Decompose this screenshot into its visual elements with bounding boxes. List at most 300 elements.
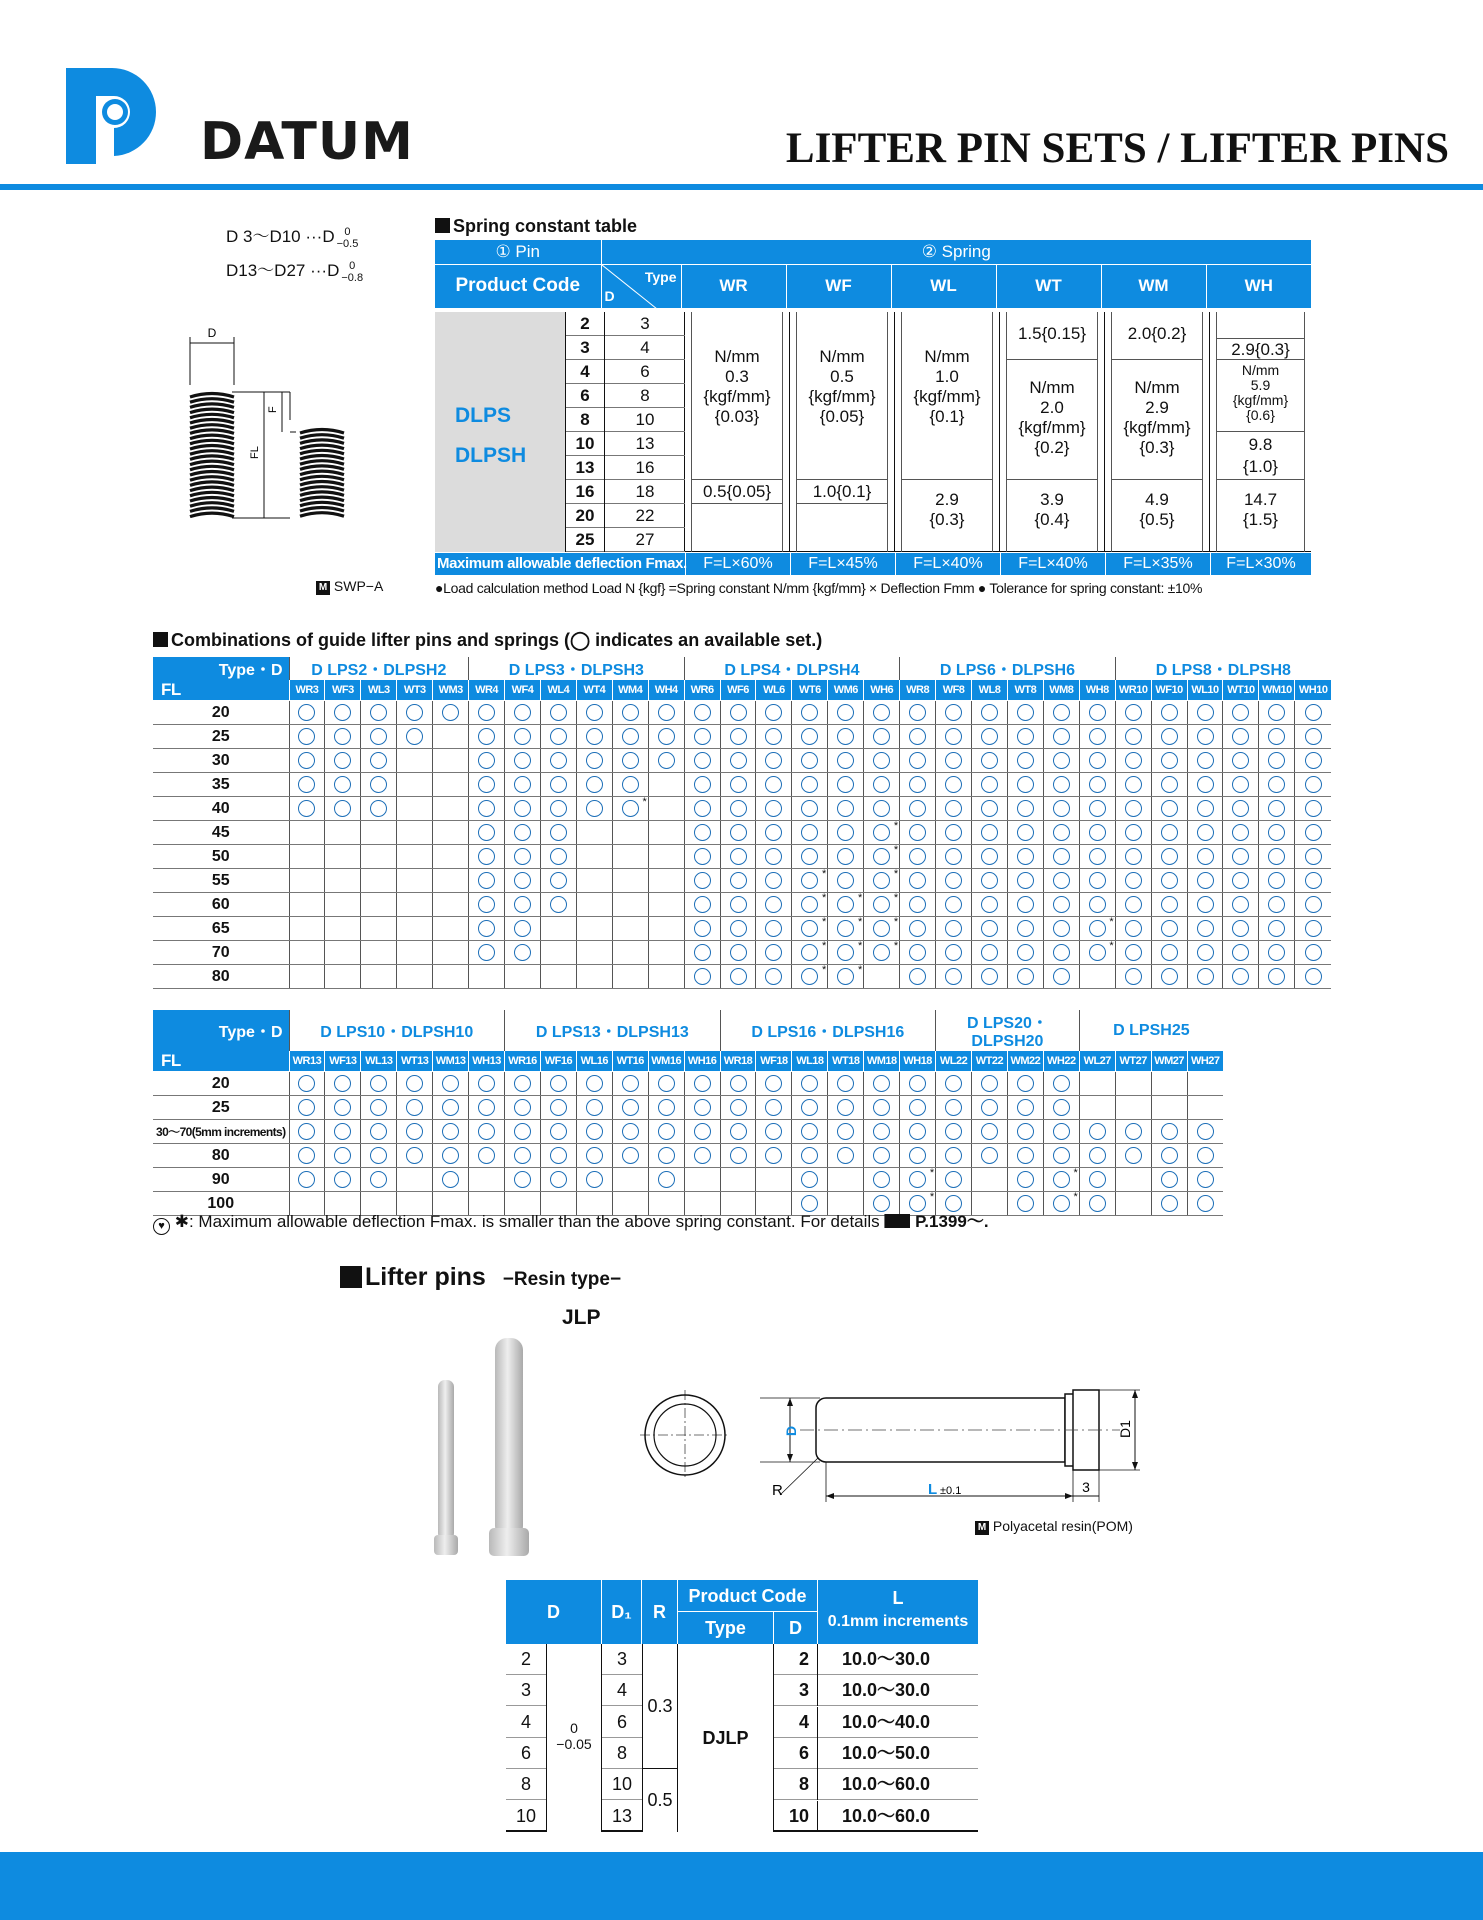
combo-cell: [684, 1096, 720, 1120]
available-mark: [730, 1123, 747, 1140]
available-mark: [1305, 848, 1322, 865]
available-mark: [730, 848, 747, 865]
combo-cell: [900, 917, 936, 941]
lifter-title: Lifter pins −Resin type−: [340, 1263, 621, 1292]
available-mark: [370, 1099, 387, 1116]
combo-cell: [325, 773, 361, 797]
available-mark: [945, 968, 962, 985]
combo-cell: [576, 1120, 612, 1144]
combo-cell: [828, 1072, 864, 1096]
combo-cell: [828, 725, 864, 749]
combo-cell: [648, 941, 684, 965]
available-mark: [370, 704, 387, 721]
pin-d-cell: 10: [566, 432, 604, 456]
combo-cell: [612, 1072, 648, 1096]
available-mark: [730, 752, 747, 769]
combo-cell: *: [828, 965, 864, 989]
combo-cell: [325, 749, 361, 773]
combo-group-header: D LPS6・DLPSH6: [900, 657, 1116, 680]
available-mark: [442, 704, 459, 721]
combo-cell: *: [900, 1168, 936, 1192]
available-mark: [730, 968, 747, 985]
spring-col-header: WH13: [469, 1051, 505, 1072]
available-mark: [1268, 752, 1285, 769]
available-mark: [1161, 848, 1178, 865]
combo-cell: [1223, 797, 1259, 821]
combo-cell: [612, 1168, 648, 1192]
combo-cell: [1151, 725, 1187, 749]
spring-col-header: WL18: [792, 1051, 828, 1072]
spring-col-header: WH6: [864, 680, 900, 701]
available-mark: [837, 1123, 854, 1140]
combo-cell: [1187, 845, 1223, 869]
spring-col-header: WM8: [1043, 680, 1079, 701]
fl-value: 50: [153, 845, 289, 869]
combo-cell: [936, 821, 972, 845]
available-mark: [765, 848, 782, 865]
combo-cell: [505, 893, 541, 917]
available-mark: [1089, 1147, 1106, 1164]
combo-cell: [289, 845, 325, 869]
available-mark: [981, 848, 998, 865]
spring-col-header: WT22: [972, 1051, 1008, 1072]
available-mark: [945, 1171, 962, 1188]
combo-cell: [325, 701, 361, 725]
combo-cell: [972, 941, 1008, 965]
combo-cell: [1295, 725, 1331, 749]
combo-cell: [1007, 749, 1043, 773]
combo-cell: [540, 701, 576, 725]
available-mark: [1197, 920, 1214, 937]
available-mark: [1268, 704, 1285, 721]
combo-cell: [433, 1072, 469, 1096]
combo-cell: [325, 1072, 361, 1096]
combo-cell: [433, 1096, 469, 1120]
available-mark: [694, 800, 711, 817]
available-mark: [1232, 872, 1249, 889]
combo-cell: [720, 725, 756, 749]
fl-value: 80: [153, 1144, 289, 1168]
combo-cell: *: [792, 917, 828, 941]
combo-cell: [1043, 773, 1079, 797]
combo-cell: [433, 725, 469, 749]
combo-cell: [792, 1096, 828, 1120]
combo-cell: [576, 893, 612, 917]
combo-group-header: D LPS2・DLPSH2: [289, 657, 469, 680]
combo-cell: [361, 965, 397, 989]
available-mark: [334, 776, 351, 793]
lifter-dd: 2: [774, 1644, 818, 1675]
combo-cell: [684, 797, 720, 821]
combo-cell: [1187, 1096, 1223, 1120]
combo-cell: [900, 845, 936, 869]
pin-d-cell: 8: [566, 408, 604, 432]
combo-cell: [1115, 773, 1151, 797]
combo-cell: [1295, 965, 1331, 989]
combo-cell: [1115, 845, 1151, 869]
spring-col-header: WR13: [289, 1051, 325, 1072]
lifter-d: 10: [515, 1805, 537, 1826]
combo-cell: [469, 1096, 505, 1120]
combo-cell: [720, 773, 756, 797]
combo-cell: [612, 1120, 648, 1144]
available-mark: [1305, 872, 1322, 889]
lifter-table: D D₁ R Product Code Type D L 0.1mm increments 2 3 2 10.0〜30.0 3 4 3 10.0〜30.0 4 6 4 10.0〜40.0 6 8 6 10.0〜50.0 8 10 8 10.0〜60.0 10 13 10 10.0〜60.0 0 −0.05 0.3 0.5 DJLP: [506, 1580, 978, 1834]
combo-cell: [612, 725, 648, 749]
available-mark: [586, 1123, 603, 1140]
available-mark: [1017, 1171, 1034, 1188]
available-mark: [1232, 944, 1249, 961]
available-mark: [370, 1147, 387, 1164]
combo-cell: [433, 869, 469, 893]
combo-cell: [1115, 701, 1151, 725]
combo-cell: [540, 1096, 576, 1120]
spring-d-cell: 18: [605, 480, 685, 504]
available-mark: [550, 1075, 567, 1092]
available-mark: [730, 824, 747, 841]
available-mark: [1053, 776, 1070, 793]
combo-cell: [397, 845, 433, 869]
combo-cell: [1187, 941, 1223, 965]
available-mark: [550, 1171, 567, 1188]
pin-d-cell: 2: [566, 312, 604, 336]
combo-cell: [864, 701, 900, 725]
combo-cell: [540, 917, 576, 941]
combo-cell: [756, 917, 792, 941]
combo-cell: [576, 845, 612, 869]
combo-cell: [1151, 1168, 1187, 1192]
fl-value: 35: [153, 773, 289, 797]
available-mark: [1268, 944, 1285, 961]
combo-cell: [469, 893, 505, 917]
combo-cell: *: [612, 797, 648, 821]
combo-cell: [972, 1144, 1008, 1168]
combo-cell: [720, 821, 756, 845]
combo-cell: [361, 869, 397, 893]
combo-cell: [1259, 965, 1295, 989]
pin-d-cell: 25: [566, 528, 604, 552]
combo-cell: [792, 845, 828, 869]
available-mark: [550, 896, 567, 913]
combo-cell: [1079, 749, 1115, 773]
spring-col-header: WR16: [505, 1051, 541, 1072]
combo-cell: [505, 845, 541, 869]
combo-cell: [1151, 965, 1187, 989]
combo-cell: [361, 725, 397, 749]
combo-cell: [684, 893, 720, 917]
combo-cell: [1043, 1096, 1079, 1120]
combo-cell: *: [864, 869, 900, 893]
header-rule: [0, 184, 1483, 190]
available-mark: [370, 776, 387, 793]
available-mark: [1089, 848, 1106, 865]
available-mark: [801, 920, 818, 937]
available-mark: [1232, 848, 1249, 865]
spring-col-header: WM16: [648, 1051, 684, 1072]
lifter-pin-end-view: [640, 1390, 730, 1480]
available-mark: [801, 848, 818, 865]
combo-cell: [972, 917, 1008, 941]
combo-cell: [469, 1144, 505, 1168]
available-mark: [406, 1147, 423, 1164]
combo-cell: [756, 821, 792, 845]
combo-cell: [792, 1120, 828, 1144]
available-mark: [730, 704, 747, 721]
available-mark: [694, 1147, 711, 1164]
available-mark: [550, 872, 567, 889]
combo-cell: [1007, 893, 1043, 917]
available-mark: [478, 728, 495, 745]
combo-cell: [361, 773, 397, 797]
combo-cell: [1151, 797, 1187, 821]
available-mark: [1053, 920, 1070, 937]
fl-value: 55: [153, 869, 289, 893]
combo-cell: [325, 965, 361, 989]
available-mark: [981, 824, 998, 841]
available-mark: [909, 1099, 926, 1116]
combo-cell: [289, 1120, 325, 1144]
combo-cell: [325, 941, 361, 965]
combo-cell: *: [792, 893, 828, 917]
available-mark: [1268, 968, 1285, 985]
available-mark: [765, 824, 782, 841]
combo-cell: [289, 917, 325, 941]
available-mark: [801, 1171, 818, 1188]
combo-footnote: ♥ ✱: Maximum allowable deflection Fmax. is smaller than the above spring constant. For details P.1399〜.: [153, 1207, 989, 1235]
combo-cell: [792, 701, 828, 725]
lifter-dd: 3: [774, 1675, 818, 1706]
combo-cell: [756, 797, 792, 821]
combo-cell: [576, 869, 612, 893]
available-mark: [442, 1147, 459, 1164]
combo-cell: [1007, 869, 1043, 893]
available-mark: [658, 1147, 675, 1164]
combo-cell: [792, 1144, 828, 1168]
available-mark: [550, 1147, 567, 1164]
spring-col-header: WT4: [576, 680, 612, 701]
combo-cell: [325, 1096, 361, 1120]
combo-cell: [505, 725, 541, 749]
available-mark: [694, 728, 711, 745]
combo-cell: *: [1043, 1192, 1079, 1216]
combo-cell: [720, 965, 756, 989]
available-mark: [1268, 848, 1285, 865]
combo-cell: [1079, 1144, 1115, 1168]
available-mark: [837, 752, 854, 769]
combo-cell: [1223, 773, 1259, 797]
available-mark: [514, 704, 531, 721]
combo-cell: [1115, 893, 1151, 917]
combo-cell: [433, 1120, 469, 1144]
available-mark: [1197, 1171, 1214, 1188]
available-mark: [1089, 800, 1106, 817]
combo-cell: [900, 1144, 936, 1168]
combo-cell: [1295, 821, 1331, 845]
spring-col-header: WH16: [684, 1051, 720, 1072]
available-mark: [1268, 872, 1285, 889]
combo-cell: [1187, 701, 1223, 725]
available-mark: [694, 1123, 711, 1140]
available-mark: [945, 896, 962, 913]
available-mark: [586, 800, 603, 817]
spring-col-header: WH10: [1295, 680, 1331, 701]
combo-cell: [756, 941, 792, 965]
combo-cell: [1295, 917, 1331, 941]
combo-cell: [289, 1096, 325, 1120]
available-mark: [1089, 776, 1106, 793]
combo-cell: [828, 701, 864, 725]
lifter-d: 3: [520, 1680, 531, 1701]
combo-cell: [1007, 1144, 1043, 1168]
combo-cell: [612, 941, 648, 965]
combo-cell: [576, 749, 612, 773]
combo-cell: [900, 773, 936, 797]
combo-cell: [361, 893, 397, 917]
spring-d-cell: 8: [605, 384, 685, 408]
available-mark: [1125, 1123, 1142, 1140]
combo-cell: [828, 845, 864, 869]
combo-group-header: D LPS3・DLPSH3: [469, 657, 685, 680]
combo-cell: [1187, 917, 1223, 941]
combo-cell: [325, 917, 361, 941]
combo-cell: [1151, 869, 1187, 893]
combo-cell: [1043, 845, 1079, 869]
available-mark: [1161, 872, 1178, 889]
combo-cell: [864, 1072, 900, 1096]
combo-cell: [397, 893, 433, 917]
combo-cell: [289, 821, 325, 845]
combo-cell: [1115, 1072, 1151, 1096]
available-mark: [1305, 920, 1322, 937]
combo-cell: [792, 797, 828, 821]
available-mark: [586, 1147, 603, 1164]
combo-cell: [900, 941, 936, 965]
available-mark: [1053, 1123, 1070, 1140]
combo-cell: [540, 1072, 576, 1096]
combo-cell: [1187, 1192, 1223, 1216]
spring-col-header: WM4: [612, 680, 648, 701]
available-mark: [1053, 1171, 1070, 1188]
combo-cell: [289, 773, 325, 797]
available-mark: [945, 776, 962, 793]
combo-cell: [469, 821, 505, 845]
combo-cell: [469, 773, 505, 797]
available-mark: [298, 1171, 315, 1188]
spring-col-header: WM27: [1151, 1051, 1187, 1072]
combo-cell: [972, 1168, 1008, 1192]
available-mark: [765, 1075, 782, 1092]
available-mark: [981, 944, 998, 961]
lifter-l: 10.0〜60.0: [842, 1805, 931, 1826]
combo-cell: [1007, 797, 1043, 821]
combo-cell: [1259, 773, 1295, 797]
page-ref-icon: [884, 1214, 910, 1228]
available-mark: [1017, 1123, 1034, 1140]
combo-cell: [864, 1096, 900, 1120]
available-mark: [622, 1099, 639, 1116]
available-mark: [514, 1147, 531, 1164]
combo-cell: [505, 869, 541, 893]
available-mark: [909, 1147, 926, 1164]
combo-cell: [684, 869, 720, 893]
combo-cell: [648, 773, 684, 797]
available-mark: [945, 1147, 962, 1164]
combo-cell: [792, 821, 828, 845]
combo-cell: [361, 1072, 397, 1096]
combo-cell: [1151, 941, 1187, 965]
spring-col-header: WR8: [900, 680, 936, 701]
available-mark: [1053, 872, 1070, 889]
available-mark: [550, 824, 567, 841]
available-mark: [1161, 704, 1178, 721]
available-mark: [801, 872, 818, 889]
available-mark: [1305, 944, 1322, 961]
combo-cell: [576, 1072, 612, 1096]
spring-col-header: WH8: [1079, 680, 1115, 701]
available-mark: [514, 944, 531, 961]
combo-cell: [756, 869, 792, 893]
combo-cell: [361, 1168, 397, 1192]
combo-cell: [648, 1096, 684, 1120]
available-mark: [873, 704, 890, 721]
combo-cell: [1223, 701, 1259, 725]
available-mark: [909, 752, 926, 769]
combo-cell: [469, 869, 505, 893]
combo-cell: [720, 1096, 756, 1120]
combo-cell: [720, 845, 756, 869]
combo-cell: [325, 1168, 361, 1192]
available-mark: [550, 704, 567, 721]
available-mark: [550, 848, 567, 865]
combo-cell: [1007, 725, 1043, 749]
combo-cell: [397, 1144, 433, 1168]
combo-cell: [1043, 965, 1079, 989]
spring-col-header: WT18: [828, 1051, 864, 1072]
fl-value: 45: [153, 821, 289, 845]
available-mark: [1197, 944, 1214, 961]
combo-cell: [1043, 869, 1079, 893]
combo-cell: [1295, 893, 1331, 917]
available-mark: [873, 1171, 890, 1188]
spring-col-header: WT27: [1115, 1051, 1151, 1072]
combo-cell: [397, 965, 433, 989]
combo-cell: [684, 1072, 720, 1096]
combo-cell: [1151, 821, 1187, 845]
available-mark: [1089, 1171, 1106, 1188]
combo-cell: *: [828, 893, 864, 917]
spring-col-header: WF3: [325, 680, 361, 701]
combo-cell: [792, 725, 828, 749]
available-mark: [442, 1171, 459, 1188]
combo-cell: [325, 725, 361, 749]
available-mark: [801, 776, 818, 793]
available-mark: [837, 944, 854, 961]
available-mark: [909, 728, 926, 745]
combo-cell: [505, 1072, 541, 1096]
available-mark: [1089, 896, 1106, 913]
available-mark: [873, 920, 890, 937]
combo-cell: [1151, 1120, 1187, 1144]
available-mark: [1197, 704, 1214, 721]
combo-cell: [1259, 821, 1295, 845]
available-mark: [837, 968, 854, 985]
combo-cell: [612, 821, 648, 845]
available-mark: [909, 1075, 926, 1092]
lifter-d1: 10: [611, 1774, 633, 1795]
available-mark: [1125, 800, 1142, 817]
combo-cell: [1187, 1072, 1223, 1096]
fl-value: 25: [153, 1096, 289, 1120]
